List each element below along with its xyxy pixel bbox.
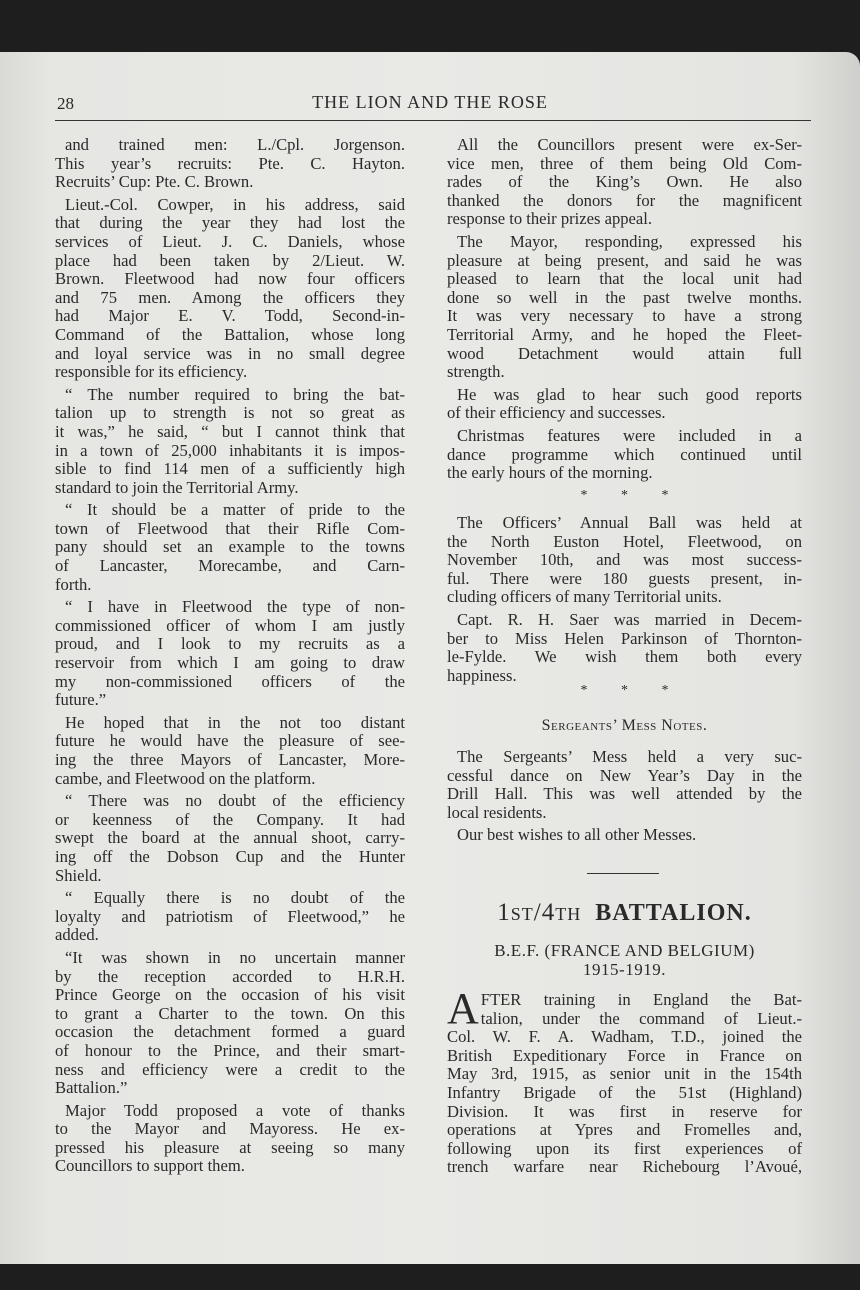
text-line: and trained men: L./Cpl. Jorgenson. — [65, 135, 405, 154]
text-line: of their efficiency and successes. — [447, 403, 666, 423]
text-line: Division. It was first in reserve for — [447, 1101, 802, 1121]
text-line: talion, under the command of Lieut.- — [480, 1008, 802, 1028]
text-line: local residents. — [447, 802, 547, 822]
text-line: Christmas features were included in a — [457, 425, 802, 445]
text-line: Capt. R. H. Saer was married in Decem- — [457, 609, 802, 629]
text-line: added. — [55, 925, 99, 945]
text-line: future he would have the pleasure of see- — [55, 731, 405, 751]
text-line: vice men, three of them being Old Com- — [447, 153, 802, 173]
text-line: FTER training in England the Bat- — [480, 990, 802, 1009]
paragraph — [447, 427, 802, 483]
text-line: All the Councillors present were ex-Ser- — [457, 135, 802, 154]
text-line: pleasure at being present, and said he was — [447, 250, 802, 270]
paragraph — [447, 826, 802, 845]
text-line: Prince George on the occasion of his visit — [55, 985, 405, 1005]
text-line: Brown. Fleetwood had now four officers — [55, 269, 405, 289]
text-line: He was glad to hear such good reports — [457, 384, 802, 404]
text-line: Territorial Army, and he hoped the Fleet- — [447, 324, 802, 344]
text-line: of honour to the Prince, and their smart- — [55, 1040, 405, 1060]
section-years: 1915-1919. — [583, 960, 666, 979]
text-line: services of Lieut. J. C. Daniels, whose — [55, 231, 405, 251]
text-line: of Lancaster, Morecambe, and Carn- — [55, 556, 405, 576]
text-line: Our best wishes to all other Messes. — [457, 825, 697, 845]
text-line: response to their prizes appeal. — [447, 209, 653, 229]
paragraph — [55, 714, 405, 788]
paragraph — [55, 792, 405, 885]
text-line: ing the three Mayors of Lancaster, More- — [55, 750, 405, 769]
section-separator: * * * — [580, 488, 669, 503]
text-line: This year’s recruits: Pte. C. Hayton. — [55, 153, 405, 173]
paragraph-group-sergeants — [447, 748, 802, 849]
text-line: ing off the Dobson Cup and the Hunter — [55, 846, 405, 866]
text-line: “ There was no doubt of the efficiency — [65, 791, 405, 811]
paragraph-group-council — [447, 136, 802, 487]
text-line: reservoir from which I am going to draw — [55, 653, 405, 673]
text-line: happiness. — [447, 665, 517, 685]
text-line: Col. W. F. A. Wadham, T.D., joined the — [447, 1027, 802, 1047]
text-line: cambe, and Fleetwood on the platform. — [55, 768, 316, 788]
text-line: the North Euston Hotel, Fleetwood, on — [447, 531, 802, 551]
paragraph — [55, 1102, 405, 1176]
text-line: pleased to learn that the local unit had — [447, 269, 802, 289]
paragraph — [55, 598, 405, 710]
left-column — [55, 136, 405, 1176]
paragraph — [55, 196, 405, 382]
text-line: Drill Hall. This was well attended by the — [447, 784, 802, 804]
section-subtitle: B.E.F. (FRANCE AND BELGIUM) — [494, 941, 755, 960]
text-line: talion up to strength is not so great as — [55, 403, 405, 423]
text-line: standard to join the Territorial Army. — [55, 477, 299, 497]
text-line: to grant a Charter to the town. On this — [55, 1003, 405, 1023]
text-line: place had been taken by 2/Lieut. W. — [55, 250, 405, 270]
text-line: done so well in the past twelve months. — [447, 287, 802, 307]
battalion-history-paragraph — [447, 984, 802, 1177]
text-line: ful. There were 180 guests present, in- — [447, 568, 802, 588]
text-line: The Sergeants’ Mess held a very suc- — [457, 747, 802, 766]
section-rule — [587, 873, 659, 874]
text-line: Major Todd proposed a vote of thanks — [65, 1100, 405, 1120]
paragraph-group-officers — [447, 514, 802, 689]
paragraph — [447, 514, 802, 607]
paragraph — [447, 386, 802, 423]
text-line: cessful dance on New Year’s Day in the — [447, 765, 802, 785]
text-line: future.” — [55, 690, 107, 710]
text-line: proud, and I look to my recruits as a — [55, 634, 405, 654]
text-line: loyalty and patriotism of Fleetwood,” he — [55, 906, 405, 926]
page-number: 28 — [57, 94, 74, 113]
text-line: Councillors to support them. — [55, 1156, 245, 1176]
text-line: wood Detachment would attain full — [447, 343, 802, 363]
section-separator: * * * — [580, 683, 669, 698]
text-line: that during the year they had lost the — [55, 213, 405, 233]
text-line: town of Fleetwood that their Rifle Com- — [55, 518, 405, 538]
section-title-main: BATTALION. — [595, 900, 752, 926]
text-line: It was very necessary to have a strong — [447, 306, 802, 326]
text-line: swept the board at the annual shoot, carry- — [55, 828, 405, 848]
text-line: Battalion.” — [55, 1078, 128, 1098]
text-line: pany should set an example to the towns — [55, 537, 405, 557]
text-line: occasion the detachment formed a guard — [55, 1022, 405, 1042]
section-title-prefix: 1st/4th — [497, 899, 582, 926]
text-line: thanked the donors for the magnificent — [447, 190, 802, 210]
text-line: The Mayor, responding, expressed his — [457, 231, 802, 251]
text-line: Recruits’ Cup: Pte. C. Brown. — [55, 172, 254, 192]
paragraph — [447, 611, 802, 685]
text-line: “ It should be a matter of pride to the — [65, 500, 405, 520]
text-line: responsible for its efficiency. — [55, 362, 248, 382]
text-line: strength. — [447, 362, 505, 382]
text-line: Infantry Brigade of the 51st (Highland) — [447, 1082, 802, 1102]
text-line: “It was shown in no uncertain manner — [65, 947, 405, 967]
text-line: it was,” he said, “ but I cannot think that — [55, 421, 405, 441]
text-line: sible to find 114 men of a sufficiently high — [55, 459, 405, 479]
text-line: by the reception accorded to H.R.H. — [55, 966, 405, 986]
paragraph — [55, 136, 405, 192]
text-line: “ Equally there is no doubt of the — [65, 888, 405, 908]
text-line: He hoped that in the not too distant — [65, 712, 405, 732]
paragraph — [55, 501, 405, 594]
text-line: Shield. — [55, 865, 102, 885]
text-line: had Major E. V. Todd, Second-in- — [55, 306, 405, 326]
paragraph — [447, 136, 802, 229]
text-line: in a town of 25,000 inhabitants it is impos- — [55, 440, 405, 460]
text-line: ber to Miss Helen Parkinson of Thornton- — [447, 628, 802, 648]
text-line: November 10th, and was most success- — [447, 550, 802, 570]
text-line: dance programme which continued until — [447, 444, 802, 464]
text-line: ness and efficiency were a credit to the — [55, 1059, 405, 1079]
text-line: cluding officers of many Territorial units. — [447, 587, 722, 607]
text-line: or keenness of the Company. It had — [55, 809, 405, 829]
text-line: commissioned officer of whom I am justly — [55, 615, 405, 635]
text-line: my non-commissioned officers of the — [55, 671, 405, 691]
text-line: the early hours of the morning. — [447, 463, 653, 483]
text-line: May 3rd, 1915, as senior unit in the 154th — [447, 1064, 802, 1084]
text-line: le-Fylde. We wish them both every — [447, 647, 802, 667]
text-line: to the Mayor and Mayoress. He ex- — [55, 1119, 405, 1139]
paragraph — [55, 949, 405, 1098]
paragraph — [55, 889, 405, 945]
text-line: and 75 men. Among the officers they — [55, 287, 405, 307]
text-line: Lieut.-Col. Cowper, in his address, said — [65, 194, 405, 214]
text-line: British Expeditionary Force in France on — [447, 1045, 802, 1065]
text-line: The Officers’ Annual Ball was held at — [457, 513, 802, 532]
mess-notes-heading: Sergeants’ Mess Notes. — [541, 717, 708, 734]
text-line: rades of the King’s Own. He also — [447, 172, 802, 192]
drop-cap: A — [447, 984, 479, 1033]
paragraph — [447, 233, 802, 382]
right-column — [447, 0, 802, 1200]
paragraph — [447, 748, 802, 822]
text-line: forth. — [55, 574, 92, 594]
text-line: “ I have in Fleetwood the type of non- — [65, 597, 405, 617]
text-line: Command of the Battalion, whose long — [55, 324, 405, 344]
text-line: operations at Ypres and Fromelles and, — [447, 1120, 802, 1140]
paragraph — [55, 386, 405, 498]
text-line: pressed his pleasure at seeing so many — [55, 1137, 405, 1157]
text-line: following upon its first experiences of — [447, 1138, 802, 1158]
text-line: “ The number required to bring the bat- — [65, 384, 405, 404]
section-title — [447, 899, 802, 927]
text-line: trench warfare near Richebourg l’Avoué, — [447, 1157, 802, 1177]
running-title: THE LION AND THE ROSE — [312, 92, 548, 112]
text-line: and loyal service was in no small degree — [55, 343, 405, 363]
